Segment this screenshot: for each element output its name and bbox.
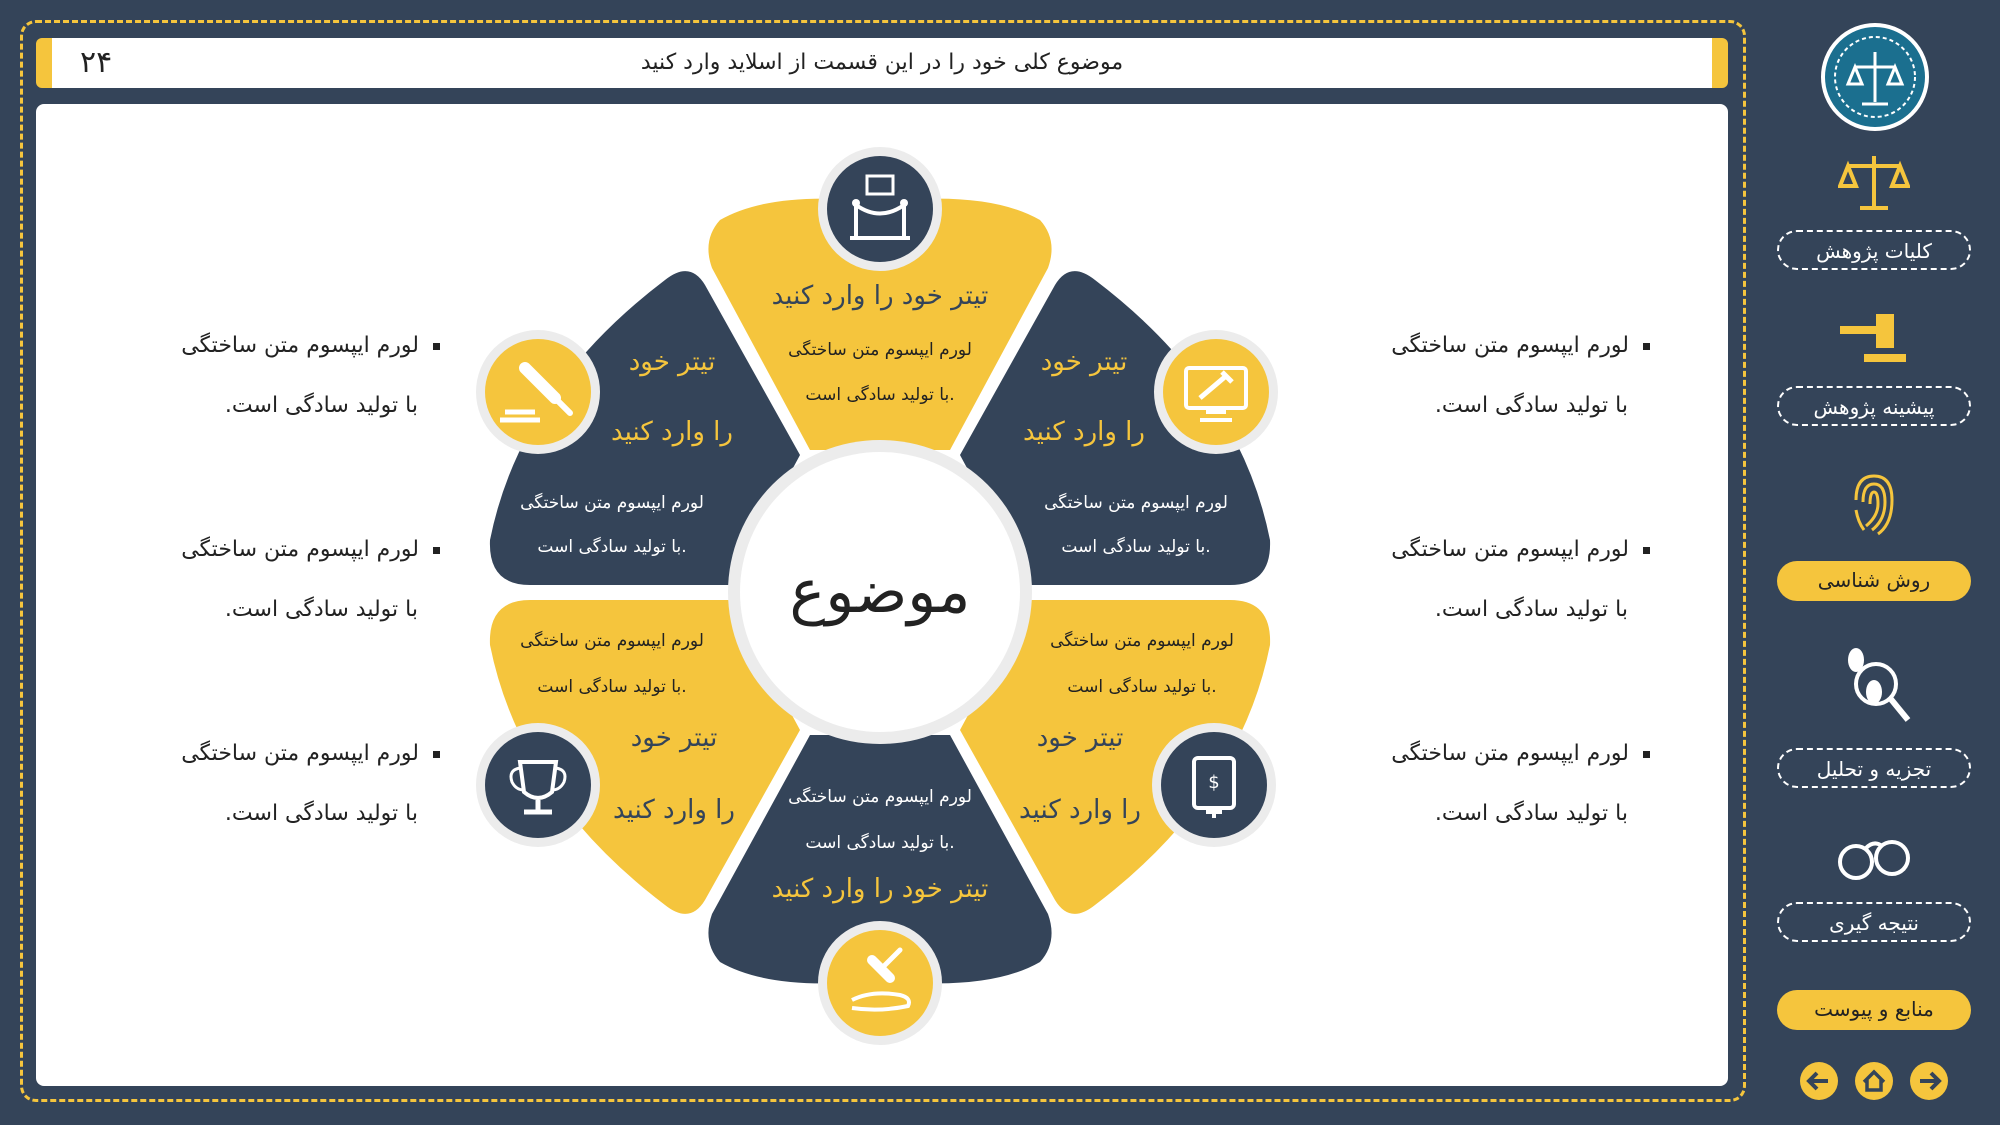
icon-upper-left — [476, 330, 600, 454]
bullet-left-1: لورم ایپسوم متن ساختگی با تولید سادگی است. — [120, 316, 440, 436]
petal-upper-left-title1: تیتر خود — [628, 347, 716, 377]
page-number: ۲۴ — [80, 45, 113, 80]
petal-upper-left-line1: لورم ایپسوم متن ساختگی — [520, 493, 704, 513]
arrow-left-icon — [1800, 1062, 1838, 1100]
center-label: موضوع — [789, 557, 971, 627]
petal-lower-right-title2: را وارد کنید — [1019, 795, 1141, 825]
sidebar-item-methodology[interactable]: روش شناسی — [1777, 561, 1971, 601]
arrow-right-icon — [1910, 1062, 1948, 1100]
petal-top-title: تیتر خود را وارد کنید — [771, 281, 989, 311]
petal-lower-left-line2: با تولید سادگی است. — [537, 677, 687, 697]
petal-lower-right-line2: با تولید سادگی است. — [1067, 677, 1217, 697]
icon-bottom — [818, 921, 942, 1045]
law-faculty-seal-icon — [1820, 22, 1930, 132]
icon-lower-left — [476, 723, 600, 847]
petal-top-line2: با تولید سادگی است. — [805, 385, 955, 405]
gavel-icon — [1836, 310, 1912, 370]
slide-title: موضوع کلی خود را در این قسمت از اسلاید وارد کنید — [640, 50, 1124, 75]
bullet-right-1: لورم ایپسوم متن ساختگی با تولید سادگی است. — [1330, 316, 1650, 436]
petal-lower-left-line1: لورم ایپسوم متن ساختگی — [520, 631, 704, 651]
sidebar-item-analysis[interactable]: تجزیه و تحلیل — [1777, 748, 1971, 788]
handcuffs-icon — [1836, 830, 1912, 884]
home-icon — [1855, 1062, 1893, 1100]
petal-upper-right-title2: را وارد کنید — [1023, 417, 1145, 447]
petal-upper-right-title1: تیتر خود — [1040, 347, 1128, 377]
sidebar-item-conclusion[interactable]: نتیجه گیری — [1777, 902, 1971, 942]
petal-lower-right-title1: تیتر خود — [1036, 723, 1124, 753]
petal-top-line1: لورم ایپسوم متن ساختگی — [788, 340, 972, 360]
petal-upper-right-line1: لورم ایپسوم متن ساختگی — [1044, 493, 1228, 513]
fingerprint-icon — [1848, 470, 1900, 540]
petal-bottom-line2: با تولید سادگی است. — [805, 833, 955, 853]
bullet-right-2: لورم ایپسوم متن ساختگی با تولید سادگی است. — [1330, 520, 1650, 640]
sidebar-item-references[interactable]: منابع و پیوست — [1777, 990, 1971, 1030]
icon-lower-right — [1152, 723, 1276, 847]
bullet-left-3: لورم ایپسوم متن ساختگی با تولید سادگی است. — [120, 724, 440, 844]
sidebar-item-background[interactable]: پیشینه پژوهش — [1777, 386, 1971, 426]
home-button[interactable] — [1855, 1062, 1893, 1100]
bullet-right-3: لورم ایپسوم متن ساختگی با تولید سادگی است. — [1330, 724, 1650, 844]
prev-button[interactable] — [1800, 1062, 1838, 1100]
bullet-left-2: لورم ایپسوم متن ساختگی با تولید سادگی است. — [120, 520, 440, 640]
footprint-magnifier-icon — [1836, 642, 1912, 728]
petal-lower-left-title2: را وارد کنید — [613, 795, 735, 825]
next-button[interactable] — [1910, 1062, 1948, 1100]
scales-icon — [1838, 150, 1910, 214]
petal-upper-left-title2: را وارد کنید — [611, 417, 733, 447]
petal-upper-right-line2: با تولید سادگی است. — [1061, 537, 1211, 557]
petal-lower-right-line1: لورم ایپسوم متن ساختگی — [1050, 631, 1234, 651]
title-bar — [36, 38, 1728, 88]
svg-text:$: $ — [1208, 772, 1220, 793]
icon-upper-right — [1154, 330, 1278, 454]
petal-bottom-title: تیتر خود را وارد کنید — [771, 874, 989, 904]
petal-upper-left-line2: با تولید سادگی است. — [537, 537, 687, 557]
petal-bottom-line1: لورم ایپسوم متن ساختگی — [788, 787, 972, 807]
icon-top — [818, 147, 942, 271]
petal-lower-left-title1: تیتر خود — [630, 723, 718, 753]
sidebar-item-general[interactable]: کلیات پژوهش — [1777, 230, 1971, 270]
